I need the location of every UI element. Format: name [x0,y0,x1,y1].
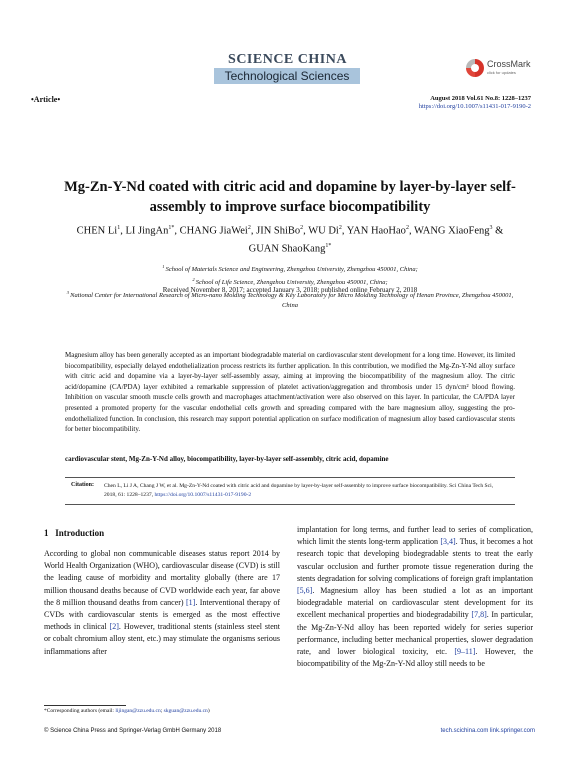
email-link-1[interactable]: lijingan@zzu.edu.cn [115,708,161,714]
corresponding-footnote [44,708,210,714]
author-affil-mark: 2 [247,225,251,231]
paper-title: Mg-Zn-Y-Nd coated with citric acid and dopamine by layer-by-layer self-assembly to improve surface biocompatibility [64,179,516,215]
body-column-right [297,524,533,670]
abstract: Magnesium alloy has been generally accepted as an important biodegradable material on cardiovascular stent development for a long time. However, its limited biocompatibility, especially delayed endothelialization process restricts its further application. In this contribution, we modified the Mg-Zn-Y-Nd alloy surface with citric acid and dopamine via a layer-by-layer self-assembly assay, aiming at improving the biocompatibility of the magnesium alloy. The citric acid/dopamine (CA/PDA) layer exhibited a remarkable suppression of platelet activation/aggregation and thrombosis under 15 dyn/cm² blood flowing. Inhibition on vascular smooth muscle cells growth and macrophages attachment/activation were also observed on this layer. In particular, the CA/PDA layer presented a promoted property for the vascular endothelial cells growth and spreading compared with the bare magnesium alloy, suggesting the pro-endothelialized function. In conclusion, this research may support potential application on surface modification of magnesium alloy based cardiovascular stents for better biocompatibility. [65,351,515,434]
reference-link[interactable]: [2] [109,622,119,632]
author-affil-mark: 1* [168,225,175,231]
reference-link[interactable]: [3,4] [440,537,456,547]
reference-link[interactable]: [1] [185,597,196,607]
citation-doi-link[interactable]: https://doi.org/10.1007/s11431-017-9190-2 [154,491,252,498]
body-text: According to global non communicable diseases status report 2014 by World Health Organization (WHO), cardiovascular disease (CVD) is still the leading cause of morbidity and mortality globally (there are 17 million thousand deaths because of CVD worldwide each year, far above the 8 million thousand deaths from cancer) [44,549,280,607]
author-name: GUAN ShaoKang [248,243,326,254]
crossmark-subtitle: click for updates [487,70,516,75]
author-name: LI JingAn [125,225,169,237]
footnote-prefix: *Corresponding authors (email: [44,708,116,714]
section-title: Introduction [55,528,105,538]
body-column-left [44,548,280,658]
citation-label: Citation: [71,482,94,488]
journal-name: SCIENCE CHINA [228,52,347,67]
author-name: CHEN Li [76,225,118,237]
affiliation-text: School of Life Science, Zhengzhou University, Zhengzhou 450001, China; [195,279,388,287]
author-name: YAN HaoHao [346,225,406,237]
body-text: . Magnesium alloy has been studied a lot as an important biodegradable material on cardiovascular stent development for its excellent mechanical properties and biodegradability [297,586,533,620]
keywords: cardiovascular stent, Mg-Zn-Y-Nd alloy, biocompatibility, layer-by-layer self-assembly, citric acid, dopamine [65,455,389,463]
affiliation-mark: 3 [66,290,71,296]
affiliation-mark: 1 [162,264,166,269]
doi-link[interactable]: https://doi.org/10.1007/s11431-017-9190-2 [418,103,531,110]
author-name: WU Di [308,225,339,237]
affiliation-text: School of Materials Science and Engineering, Zhengzhou University, Zhengzhou 450001, China; [165,266,418,274]
author-list: CHEN Li$^1$, LI JingAn$^{1*}$, CHANG JiaWei$^2$, JIN ShiBo$^2$, WU Di$^2$, YAN HaoHao$^2$, WANG XiaoFeng$^3$ & GUAN ShaoKang$^{1*}$ [76,225,504,254]
affiliation-mark: 2 [192,277,196,283]
issue-info: August 2018 Vol.61 No.8: 1228–1237 [430,95,531,102]
affiliation-text: National Center for International Research of Micro-nano Molding Technology & Key Laboratory for Micro Molding Technology of Henan Province, Zhengzhou 450001, China [70,292,514,310]
crossmark-title: CrossMark [487,59,531,69]
author-affil-mark: 2 [338,225,342,231]
body-text: . However, traditional stents (stainless steel stent or cobalt chromium alloy stent, etc.) may stimulate the organisms serious inflammations after [44,622,280,656]
crossmark-icon [466,59,484,77]
body-text: . However, the biocompatibility of the Mg-Zn-Y-Nd alloy still needs to be [297,647,533,669]
email-link-2[interactable]: skguan@zzu.edu.cn [163,708,208,714]
body-text: . Thus, it becomes a hot research topic that developing biodegradable stents to treat the early vascular occlusion and further promote tissue regeneration during the stents degradation for solving complications of foreign graft implantation [297,537,534,583]
website-links[interactable]: tech.scichina.com link.springer.com [440,728,535,734]
body-text: . Interventional therapy of CVDs with cardiovascular stents is emerged as the most effective methods in clinical [44,597,280,632]
citation-body: Chen L, Li J A, Chang J W, et al. Mg-Zn-Y-Nd coated with citric acid and dopamine by layer-by-layer self-assembly to improve surface biocompatibility. Sci China Tech Sci, 2018, 61: 1228–1237, [104,483,494,498]
author-affil-mark: 2 [405,225,409,231]
crossmark-badge[interactable] [466,58,546,82]
reference-link[interactable]: [5,6] [297,586,313,596]
author-affil-mark: 1 [117,225,121,231]
article-type: •Article• [31,95,61,104]
copyright-footer: © Science China Press and Springer-Verlag GmbH Germany 2018 [44,728,222,734]
citation-box [65,477,515,505]
body-text: implantation for long terms, and further lead to series of complication, which limit the stents long-term application [297,525,533,547]
author-name: CHANG JiaWei [179,225,248,237]
reference-link[interactable]: [7,8] [471,610,487,620]
footnote-sep: ; [160,708,164,714]
author-affil-mark: 3 [489,225,493,231]
reference-link[interactable]: [9–11] [454,647,476,657]
author-name: WANG XiaoFeng [414,225,490,237]
citation-text [104,482,504,499]
body-text: . In particular, the Mg-Zn-Y-Nd alloy has been reported widely for series superior performance, including better mechanical properties, slower degradation rate, and lower biological toxicity, etc. [297,610,534,657]
author-affil-mark: 1* [325,242,332,249]
author-affil-mark: 2 [300,225,304,231]
footnote-suffix: ) [207,708,210,714]
journal-series: Technological Sciences [214,68,360,84]
affiliation [60,262,520,275]
author-name: JIN ShiBo [256,225,301,237]
section-number: 1 [44,528,49,538]
footnote-rule [44,705,126,706]
received-dates: Received November 8, 2017; accepted January 3, 2018; published online February 2, 2018 [162,286,418,294]
section-heading [44,528,104,538]
